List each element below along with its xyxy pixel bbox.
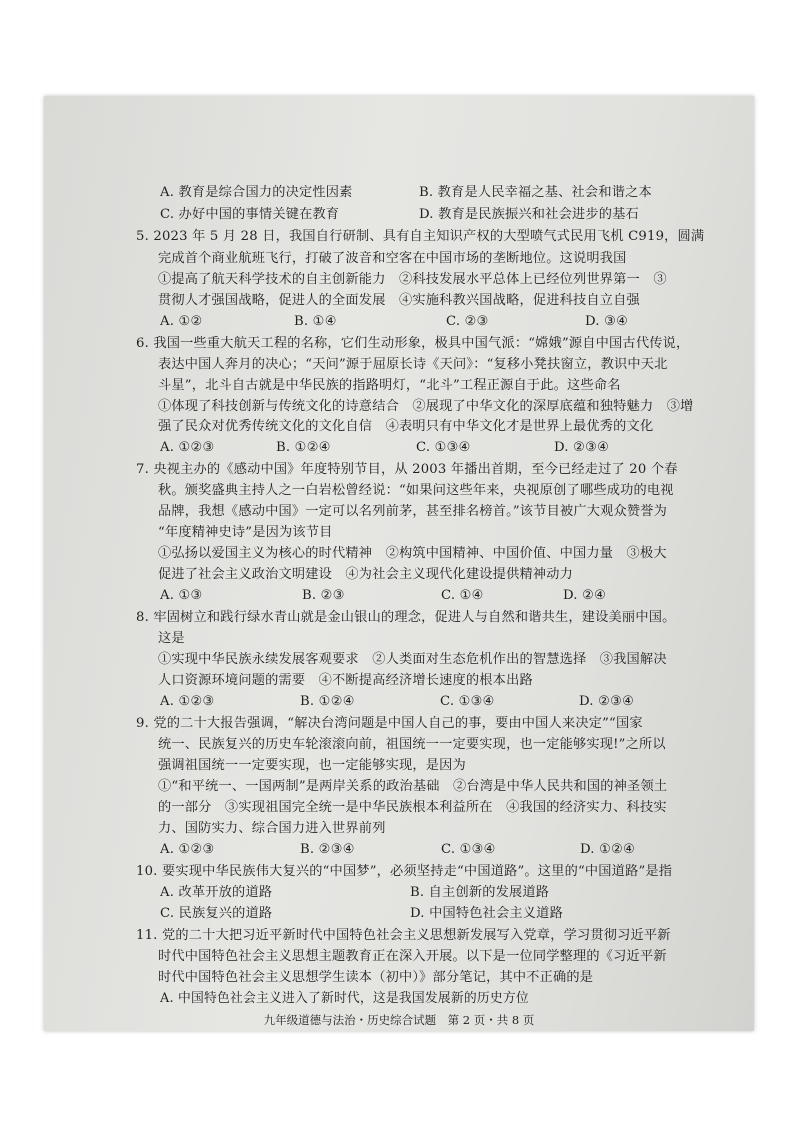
q8-option-b: B. ①②④ [300,694,355,709]
q9-stem-line-6: 力、国防实力、综合国力进入世界前列 [158,821,386,836]
q7-option-b: B. ②③ [302,588,345,603]
q5-stem-line-2: 完成首个商业航班飞行，打破了波音和空客在中国市场的垄断地位。这说明我国 [158,251,627,266]
q5-stem-line-4: 贯彻人才强国战略，促进人的全面发展 ④实施科教兴国战略，促进科技自立自强 [158,293,640,308]
q5-option-b: B. ①④ [294,314,337,329]
q5-option-d: D. ③④ [585,314,629,329]
q8-stem-line-3: ①实现中华民族永续发展客观要求 ②人类面对生态危机作出的智慧选择 ③我国解决 [158,652,667,667]
q11-option-a: A. 中国特色社会主义进入了新时代，这是我国发展新的历史方位 [160,991,529,1006]
q4-option-b: B. 教育是人民幸福之基、社会和谐之本 [419,185,652,200]
q8-stem-line-4: 人口资源环境问题的需要 ④不断提高经济增长速度的根本出路 [158,673,533,688]
q11-stem-line-2: 时代中国特色社会主义思想主题教育正在深入开展。以下是一位同学整理的《习近平新 [158,949,667,964]
q6-stem-line-1: 6. 我国一些重大航天工程的名称，它们生动形象，极具中国气派：“嫦娥”源自中国古代传说， [136,336,690,351]
q7-stem-line-4: “年度精神史诗”是因为该节目 [158,525,333,540]
exam-page [44,96,754,1031]
q5-option-c: C. ②③ [446,314,489,329]
q10-stem: 10. 要实现中华民族伟大复兴的“中国梦”，必须坚持走“中国道路”。这里的“中国道路”是指 [136,864,673,879]
q10-option-d: D. 中国特色社会主义道路 [410,906,563,921]
q5-option-a: A. ①② [160,314,203,329]
q6-stem-line-2: 表达中国人奔月的决心；“天问”源于屈原长诗《天问》：“复移小凳扶窗立，教识中天北 [158,357,668,372]
q4-option-a: A. 教育是综合国力的决定性因素 [160,185,353,200]
q9-stem-line-2: 统一、民族复兴的历史车轮滚滚向前，祖国统一一定要实现，也一定能够实现!”之所以 [158,737,666,752]
q9-option-c: C. ①③④ [441,842,496,857]
q10-option-c: C. 民族复兴的道路 [160,906,273,921]
page-footer: 九年级道德与法治・历史综合试题 第 2 页・共 8 页 [263,1013,535,1027]
q6-option-b: B. ①②④ [276,440,331,455]
q8-option-d: D. ②③④ [579,694,635,709]
document-photo [44,96,754,1031]
q9-option-b: B. ②③④ [300,842,355,857]
q8-stem-line-2: 这是 [158,631,185,646]
q6-option-d: D. ②③④ [554,440,610,455]
q4-option-d: D. 教育是民族振兴和社会进步的基石 [419,207,639,222]
q7-stem-line-5: ①弘扬以爱国主义为核心的时代精神 ②构筑中国精神、中国价值、中国力量 ③极大 [158,546,667,561]
q9-option-a: A. ①②③ [160,842,215,857]
q10-option-b: B. 自主创新的发展道路 [410,885,550,900]
q6-option-a: A. ①②③ [160,440,215,455]
q10-option-a: A. 改革开放的道路 [160,885,273,900]
q8-option-a: A. ①②③ [160,694,215,709]
q8-option-c: C. ①③④ [440,694,495,709]
q7-option-c: C. ①④ [441,588,484,603]
q9-stem-line-3: 强调祖国统一一定要实现，也一定能够实现，是因为 [158,758,466,773]
q6-option-c: C. ①③④ [416,440,471,455]
q9-stem-line-1: 9. 党的二十大报告强调，“解决台湾问题是中国人自己的事，要由中国人来决定”“国家 [136,716,643,731]
q7-stem-line-1: 7. 央视主办的《感动中国》年度特别节目，从 2003 年播出首期，至今已经走过了 20 个春 [136,462,678,477]
q6-stem-line-5: 强了民众对优秀传统文化的文化自信 ④表明只有中华文化才是世界上最优秀的文化 [158,419,654,434]
q9-stem-line-4: ①“和平统一、一国两制”是两岸关系的政治基础 ②台湾是中华人民共和国的神圣领土 [158,779,668,794]
q11-stem-line-3: 时代中国特色社会主义思想学生读本（初中）》部分笔记，其中不正确的是 [158,970,594,985]
q9-option-d: D. ①②④ [580,842,636,857]
q9-stem-line-5: 的一部分 ③实现祖国完全统一是中华民族根本利益所在 ④我国的经济实力、科技实 [158,800,667,815]
q5-stem-line-3: ①提高了航天科学技术的自主创新能力 ②科技发展水平总体上已经位列世界第一 ③ [158,272,667,287]
q6-stem-line-4: ①体现了科技创新与传统文化的诗意结合 ②展现了中华文化的深厚底蕴和独特魅力 ③增 [158,399,694,414]
q7-stem-line-6: 促进了社会主义政治文明建设 ④为社会主义现代化建设提供精神动力 [158,567,574,582]
q8-stem-line-1: 8. 牢固树立和践行绿水青山就是金山银山的理念，促进人与自然和谐共生，建设美丽中国。 [136,610,676,625]
q11-stem-line-1: 11. 党的二十大把习近平新时代中国特色社会主义思想新发展写入党章，学习贯彻习近平新 [136,928,671,943]
q7-option-a: A. ①③ [160,588,203,603]
q7-stem-line-3: 品牌，我想《感动中国》一定可以名列前茅，甚至排名榜首。”该节目被广大观众赞誉为 [158,504,668,519]
q7-option-d: D. ②④ [563,588,607,603]
q6-stem-line-3: 斗星”，北斗自古就是中华民族的指路明灯，“北斗”工程正源自于此。这些命名 [158,378,621,393]
q4-option-c: C. 办好中国的事情关键在教育 [160,207,340,222]
q5-stem-line-1: 5. 2023 年 5 月 28 日，我国自行研制、具有自主知识产权的大型喷气式民用飞机 C919，圆满 [136,229,705,244]
q7-stem-line-2: 秋。颁奖盛典主持人之一白岩松曾经说：“如果问这些年来，央视原创了哪些成功的电视 [158,483,674,498]
